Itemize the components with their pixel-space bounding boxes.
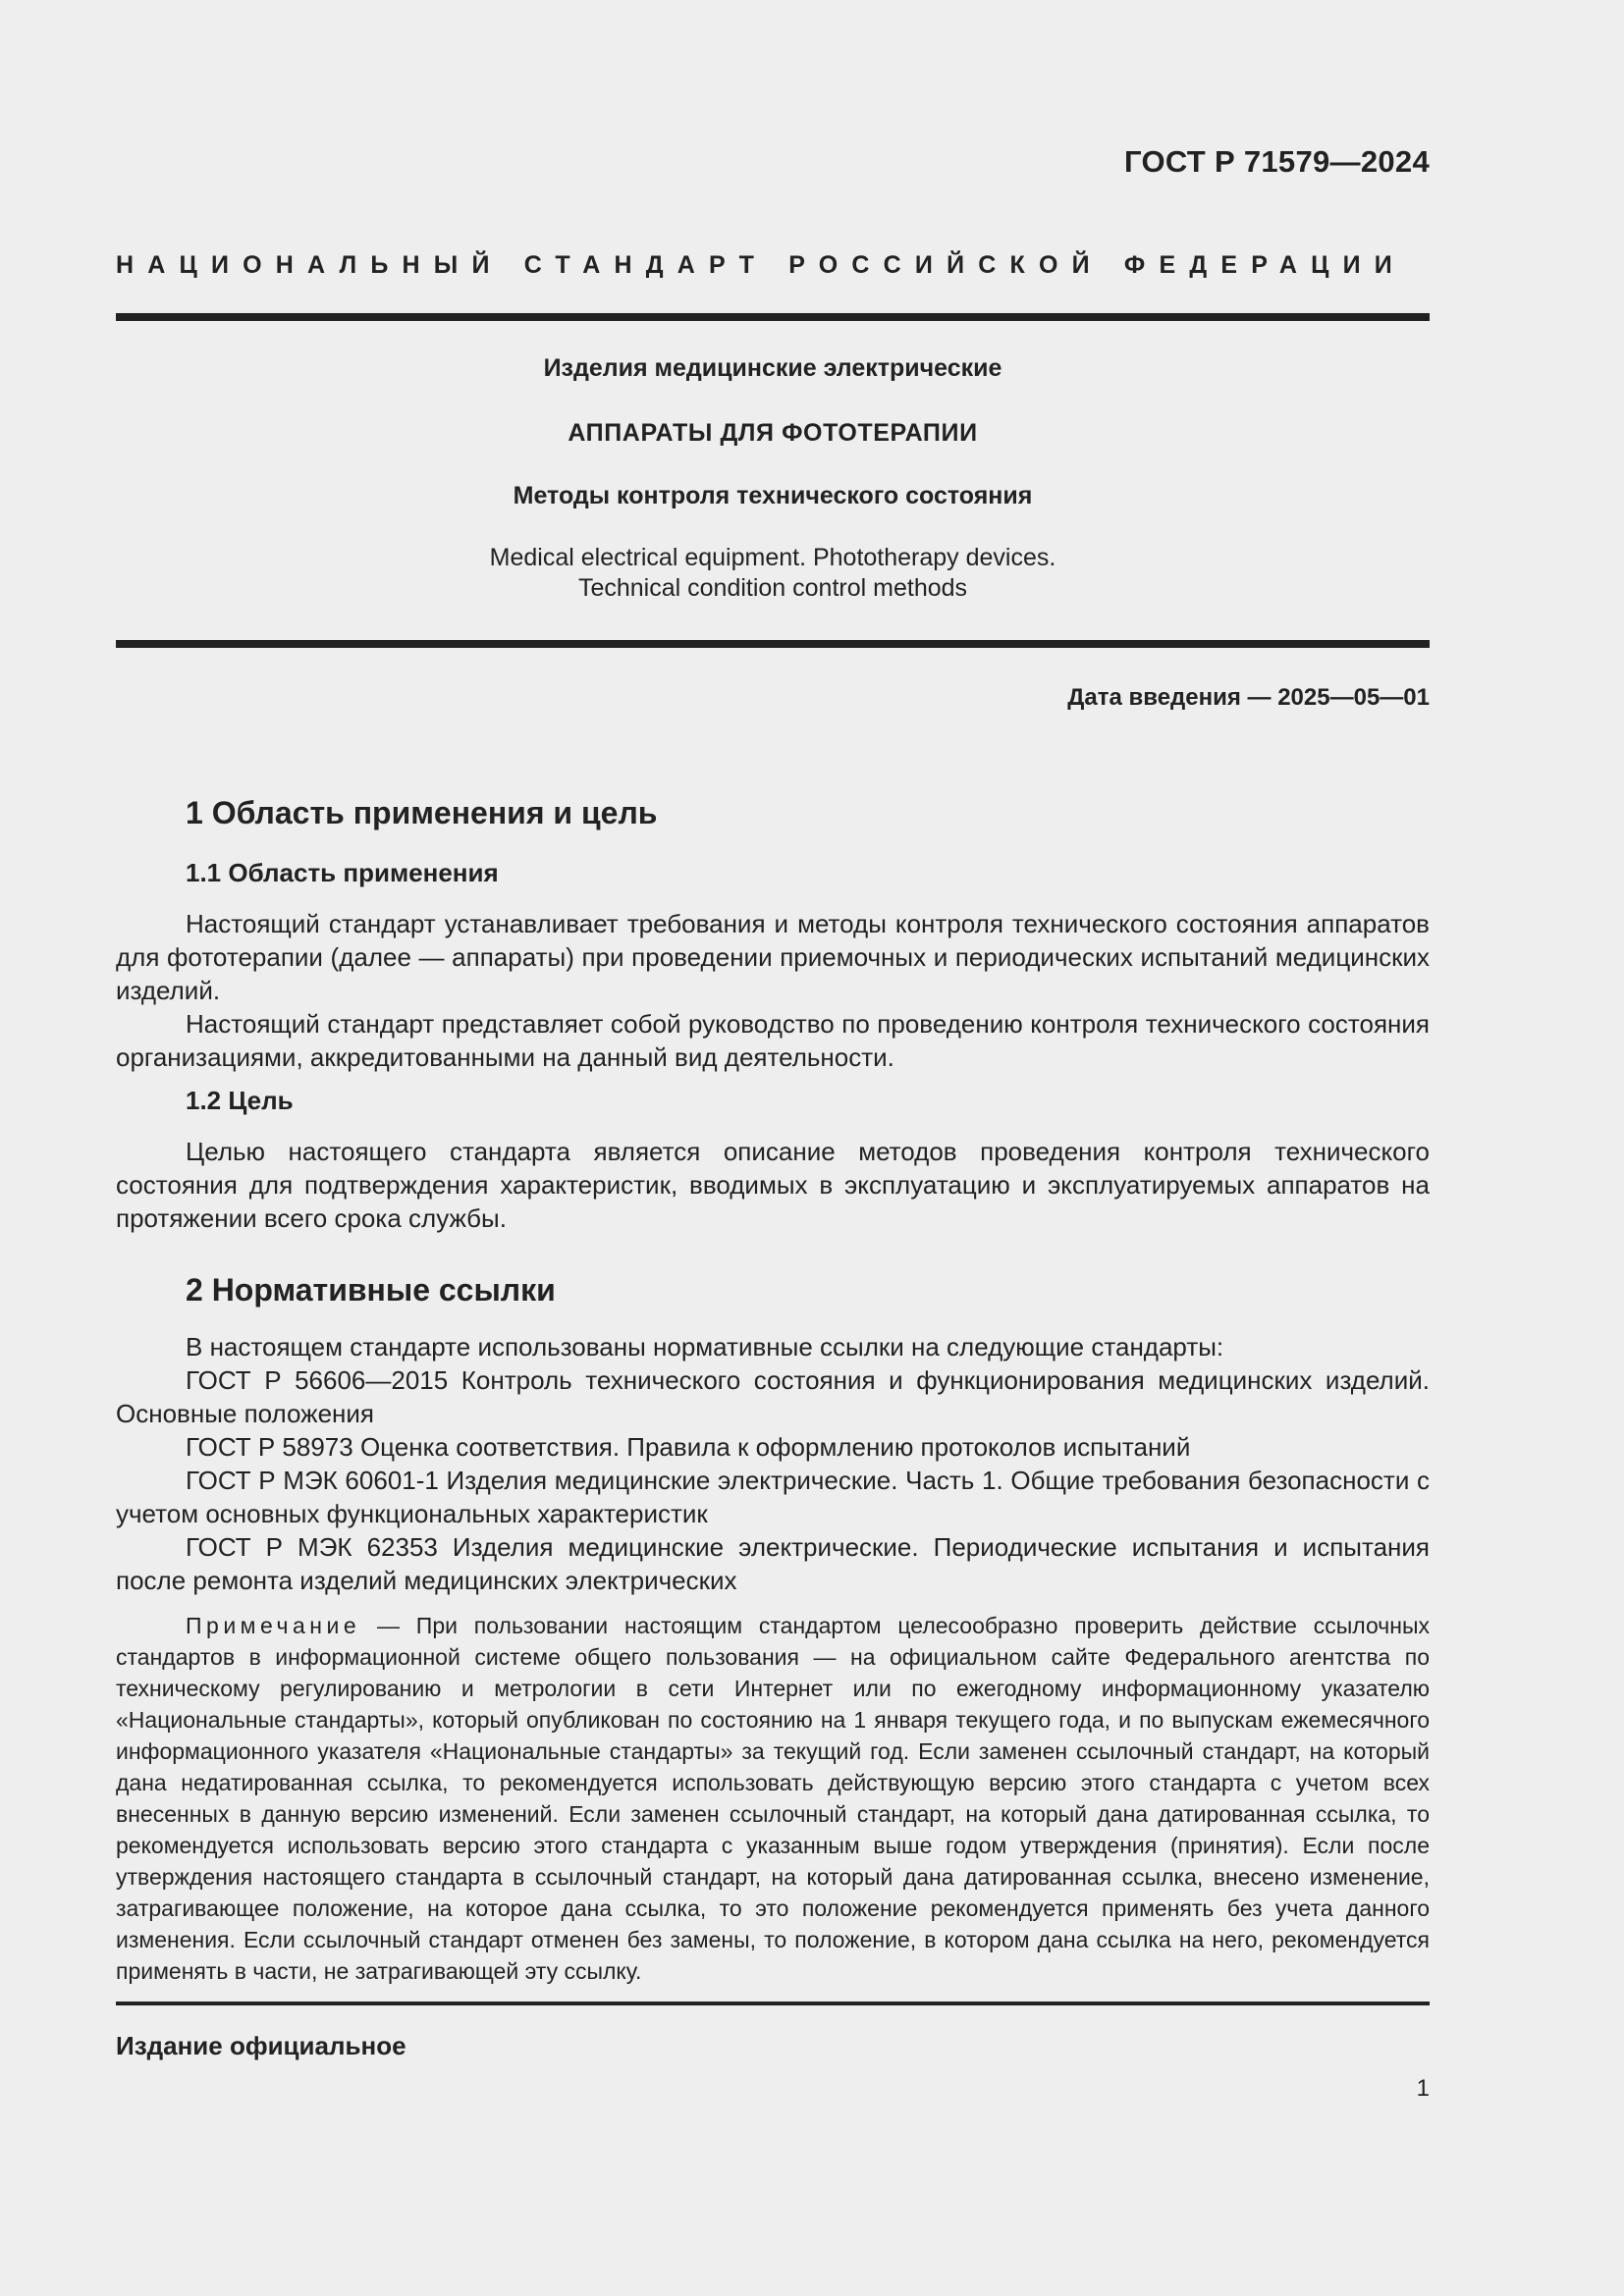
top-divider — [116, 313, 1430, 321]
reference-item: ГОСТ Р МЭК 62353 Изделия медицинские электрические. Периодические испытания и испытания после ремонта изделий медицинских электрических — [116, 1532, 1430, 1595]
paragraph: Целью настоящего стандарта является описание методов проведения контроля технического состояния для подтверждения характеристик, вводимых в эксплуатацию и эксплуатируемых аппаратов на протяжении всего срока службы. — [116, 1137, 1430, 1233]
title-divider — [116, 640, 1430, 648]
section-2-body — [116, 1330, 1430, 1597]
paragraph: Настоящий стандарт устанавливает требования и методы контроля технического состояния аппаратов для фототерапии (далее — аппараты) при проведении приемочных и периодических испытаний медицинских изделий. — [116, 909, 1430, 1005]
introduction-date: Дата введения — 2025—05—01 — [1067, 684, 1430, 711]
footer-divider — [116, 2002, 1430, 2005]
note-text: — При пользовании настоящим стандартом целесообразно проверить действие ссылочных стандартов в информационной системе общего пользования — на официальном сайте Федерального агентства по техническому регулированию и метрологии в сети Интернет или по ежегодному информационному указателю «Национальные стандарты», который опубликован по состоянию на 1 января текущего года, и по выпускам ежемесячного информационного указателя «Национальные стандарты» за текущий год. Если заменен ссылочный стандарт, на который дана недатированная ссылка, то рекомендуется использовать действующую версию этого стандарта с учетом всех внесенных в данную версию изменений. Если заменен ссылочный стандарт, на который дана датированная ссылка, то рекомендуется использовать версию этого стандарта с указанным выше годом утверждения (принятия). Если после утверждения настоящего стандарта в ссылочный стандарт, на который дана датированная ссылка, внесено изменение, затрагивающее положение, на которое дана ссылка, то это положение рекомендуется применять без учета данного изменения. Если ссылочный стандарт отменен без замены, то положение, в котором дана ссылка на него, рекомендуется применять в части, не затрагивающей эту ссылку. — [116, 1613, 1430, 1984]
reference-item: ГОСТ Р 56606—2015 Контроль технического состояния и функционирования медицинских изделий. Основные положения — [116, 1365, 1430, 1428]
section-1-2-body — [116, 1135, 1430, 1235]
subject-title: Методы контроля технического состояния — [513, 482, 1033, 509]
section-1-heading: 1 Область применения и цель — [186, 795, 658, 830]
section-2-heading: 2 Нормативные ссылки — [186, 1272, 556, 1308]
reference-item: ГОСТ Р 58973 Оценка соответствия. Правила к оформлению протоколов испытаний — [186, 1432, 1191, 1462]
product-category-title: Изделия медицинские электрические — [543, 354, 1002, 382]
english-title-line-1: Medical electrical equipment. Phototherapy devices. — [489, 544, 1056, 571]
page-number: 1 — [1416, 2075, 1430, 2102]
english-title-line-2: Technical condition control methods — [577, 574, 968, 602]
paragraph: Настоящий стандарт представляет собой руководство по проведению контроля технического состояния организациями, аккредитованными на данный вид деятельности. — [116, 1009, 1430, 1072]
section-1-1-heading: 1.1 Область применения — [186, 858, 499, 887]
paragraph: В настоящем стандарте использованы нормативные ссылки на следующие стандарты: — [186, 1332, 1224, 1362]
reference-item: ГОСТ Р МЭК 60601-1 Изделия медицинские электрические. Часть 1. Общие требования безопасности с учетом основных функциональных характеристик — [116, 1466, 1430, 1528]
note-label: Примечание — [186, 1613, 361, 1638]
national-standard-title: НАЦИОНАЛЬНЫЙ СТАНДАРТ РОССИЙСКОЙ ФЕДЕРАЦИИ — [116, 251, 1406, 279]
document-number: ГОСТ Р 71579—2024 — [1124, 144, 1430, 179]
section-1-1-body — [116, 907, 1430, 1074]
note — [116, 1610, 1430, 1987]
section-1-2-heading: 1.2 Цель — [186, 1086, 294, 1115]
official-edition-label: Издание официальное — [116, 2031, 406, 2060]
product-title: АППАРАТЫ ДЛЯ ФОТОТЕРАПИИ — [568, 419, 978, 447]
